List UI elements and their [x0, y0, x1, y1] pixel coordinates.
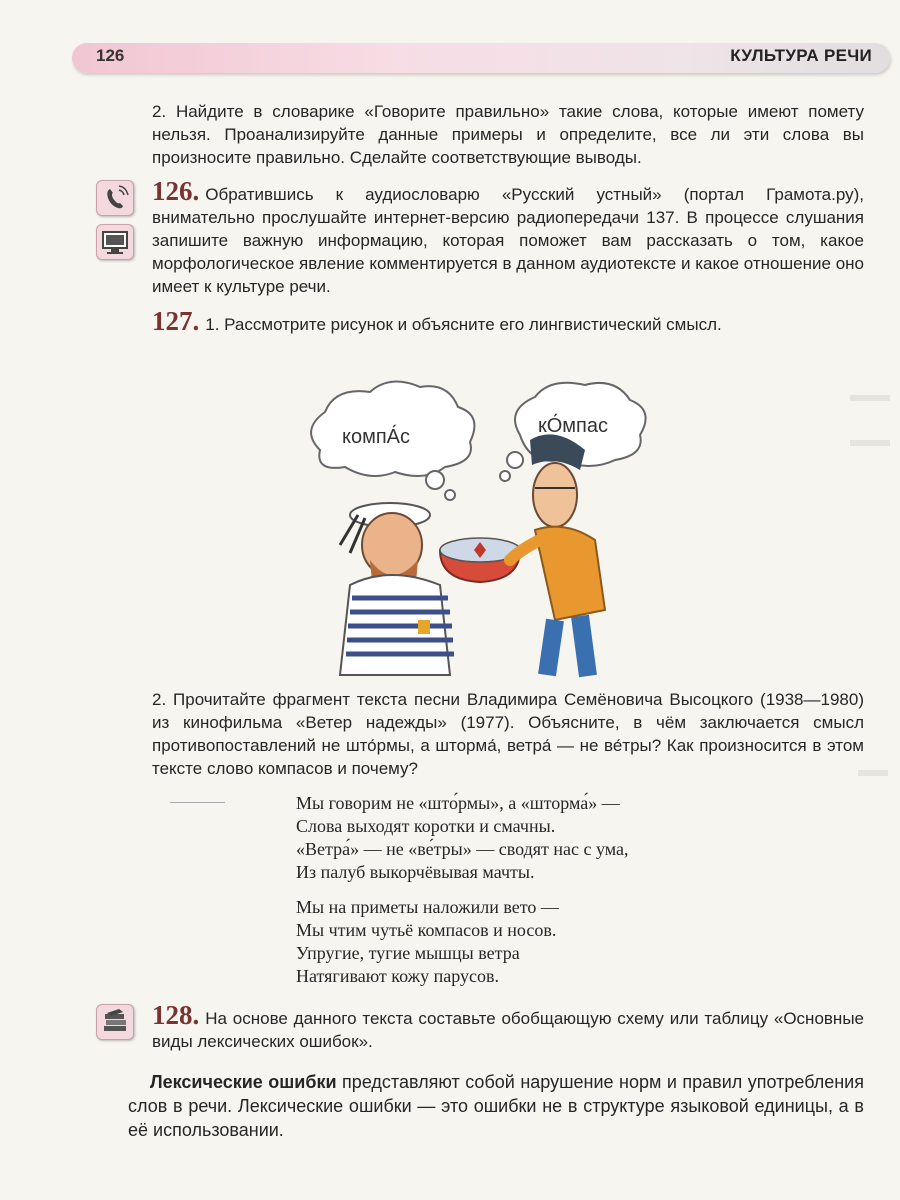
task-2-paragraph: 2. Найдите в словарике «Говорите правильно» такие слова, которые имеют помету нельзя. Проанализируйте данные примеры и определите, все ли эти слова вы произносите правильно. Сделайте соответствующие выводы. [152, 102, 864, 167]
exercise-128 [152, 1000, 864, 1053]
exercise-128-body-bold: Лексические ошибки [150, 1072, 337, 1092]
bleed-mark [850, 440, 890, 446]
exercise-127-number: 127. [152, 306, 200, 336]
bubble-dot [426, 471, 444, 489]
bubble-dot [507, 452, 523, 468]
bubble-dot [500, 471, 510, 481]
monitor-icon [96, 224, 134, 260]
exercise-128-number: 128. [152, 1000, 200, 1030]
man-figure [510, 434, 605, 676]
poem-line: Из палуб выкорчёвывая мачты. [296, 862, 535, 882]
phone-icon [96, 180, 134, 216]
exercise-126-number: 126. [152, 176, 200, 206]
page-number: 126 [96, 46, 125, 65]
bleed-mark [850, 395, 890, 401]
poem-stanza-2 [296, 896, 816, 988]
exercise-128-body-rest: представляют собой нарушение норм и правил употребления слов в речи. Лексические ошибки — это ошибки не в структуре языковой единицы, а в её использовании. [128, 1072, 864, 1140]
poem-line: Натягивают кожу парусов. [296, 966, 499, 986]
exercise-128-body [128, 1070, 864, 1142]
poem-line: «Ветра́» — не «ве́тры» — сводят нас с ума, [296, 839, 629, 859]
exercise-126 [152, 176, 864, 298]
section-title: КУЛЬТУРА РЕЧИ [730, 46, 872, 65]
exercise-128-text: На основе данного текста составьте обобщающую схему или таблицу «Основные виды лексических ошибок». [152, 1009, 864, 1051]
poem-line: Мы чтим чутьё компасов и носов. [296, 920, 557, 940]
divider [170, 802, 225, 803]
poem-line: Мы на приметы наложили вето — [296, 897, 559, 917]
books-icon [96, 1004, 134, 1040]
illustration-compass [290, 380, 670, 680]
sailor-figure [340, 503, 454, 675]
exercise-126-text: Обратившись к аудиословарю «Русский устный» (портал Грамота.ру), внимательно прослушайте интернет-версию радиопередачи 137. В процессе слушания запишите важную информацию, которая поможет вам рассказать о том, какое морфологическое явление комментируется в данном аудиотексте и какое отношение оно имеет к культуре речи. [152, 185, 864, 296]
poem-line: Мы говорим не «што́рмы», а «шторма́» — [296, 793, 620, 813]
exercise-127-task-1 [152, 306, 864, 336]
poem-line: Упругие, тугие мышцы ветра [296, 943, 520, 963]
bubble-right-text: кО́мпас [538, 415, 609, 437]
exercise-127-task-2: 2. Прочитайте фрагмент текста песни Владимира Семёновича Высоцкого (1938—1980) из кинофильма «Ветер надежды» (1977). Объясните, в чём заключается смысл противопоставлений не што́рмы, а шторма́, ветра́ — не ве́тры? Как произносится в этом тексте слово компасов и почему? [152, 690, 864, 778]
poem-line: Слова выходят коротки и смачны. [296, 816, 556, 836]
bubble-left-text: компА́с [342, 426, 411, 448]
exercise-127-task-1-text: 1. Рассмотрите рисунок и объясните его лингвистический смысл. [205, 315, 722, 334]
bubble-dot [445, 490, 455, 500]
poem-stanza-1 [296, 792, 816, 884]
